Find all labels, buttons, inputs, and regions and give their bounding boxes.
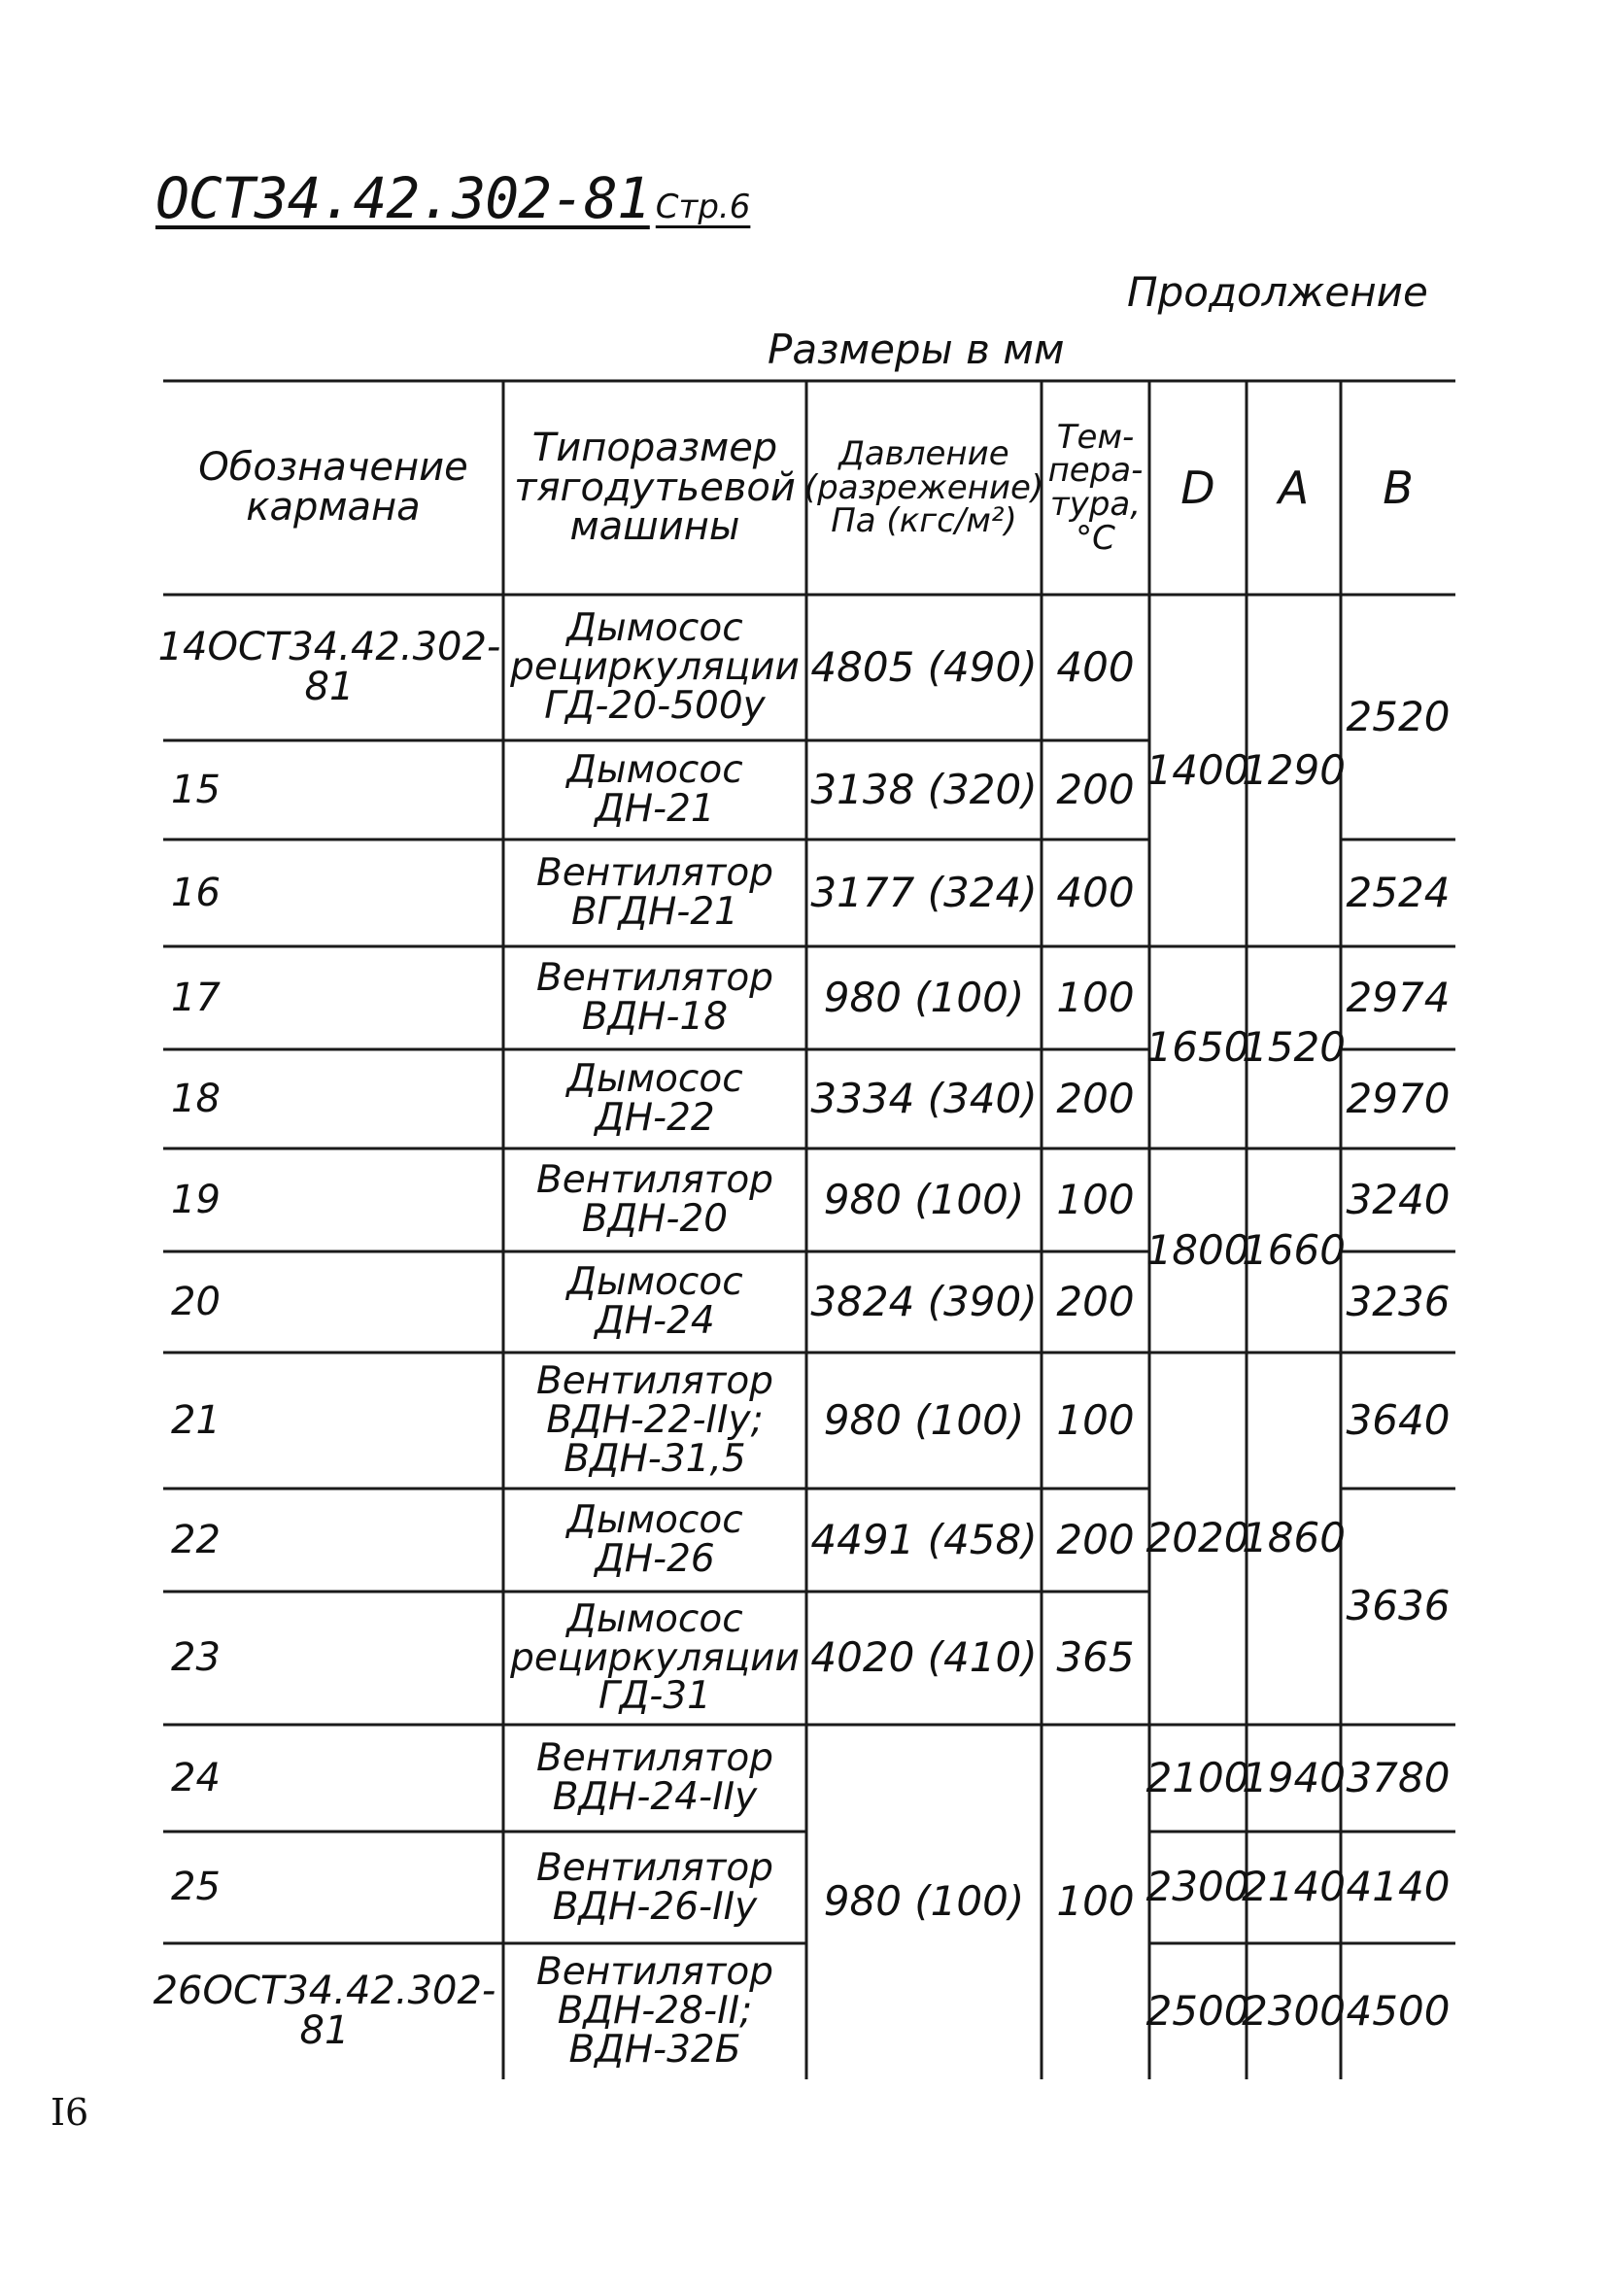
- d-value-cell: 1650: [1145, 1022, 1250, 1071]
- page-label: Стр.6: [655, 188, 751, 226]
- designation-cell: 19: [171, 1177, 221, 1222]
- machine-cell: Дымосос ДН-21: [566, 748, 743, 831]
- machine-cell: Вентилятор ВГДН-21: [535, 851, 774, 934]
- units-note: Размеры в мм: [768, 326, 1065, 373]
- d-value-cell: 1800: [1145, 1225, 1250, 1274]
- designation-cell: 25: [171, 1865, 221, 1910]
- designation-cell: 15: [171, 767, 221, 812]
- designation-cell: 22: [171, 1517, 221, 1562]
- b-value-cell: 3236: [1346, 1277, 1451, 1325]
- designation-cell: 17: [171, 975, 221, 1020]
- pressure-cell: 980 (100): [823, 1175, 1025, 1223]
- designation-cell: 24: [171, 1755, 221, 1800]
- column-header-temperature: Тем- пера- тура, °С: [1047, 417, 1144, 558]
- b-value-cell: 3780: [1346, 1753, 1451, 1801]
- b-value-cell: 4140: [1346, 1863, 1451, 1911]
- pressure-cell: 4491 (458): [810, 1515, 1038, 1563]
- designation-cell: 20: [171, 1279, 221, 1324]
- column-header-machine: Типоразмер тягодутьевой машины: [514, 425, 796, 550]
- temperature-cell: 400: [1056, 642, 1135, 691]
- machine-cell: Дымосос рециркуляции ГД-20-500у: [510, 606, 800, 728]
- machine-cell: Вентилятор ВДН-18: [535, 956, 774, 1039]
- temperature-cell: 400: [1056, 868, 1135, 916]
- pressure-cell: 980 (100): [823, 1395, 1025, 1444]
- temperature-cell: 100: [1056, 1175, 1135, 1223]
- b-value-cell: 3240: [1346, 1175, 1451, 1223]
- temperature-cell: 200: [1056, 765, 1135, 813]
- machine-cell: Дымосос ДН-24: [566, 1260, 743, 1343]
- machine-cell: Вентилятор ВДН-26-IIу: [535, 1845, 774, 1929]
- pressure-cell: 980 (100): [823, 1877, 1025, 1926]
- pressure-cell: 3138 (320): [810, 765, 1038, 813]
- column-header-pressure: Давление (разрежение) Па (кгс/м²): [803, 433, 1044, 541]
- column-header-d: D: [1180, 461, 1215, 514]
- temperature-cell: 100: [1056, 973, 1135, 1021]
- column-header-b: B: [1383, 461, 1414, 514]
- pressure-cell: 4020 (410): [810, 1633, 1038, 1682]
- machine-cell: Вентилятор ВДН-20: [535, 1158, 774, 1241]
- a-value-cell: 1940: [1242, 1753, 1346, 1801]
- temperature-cell: 200: [1056, 1074, 1135, 1122]
- b-value-cell: 2524: [1346, 868, 1451, 916]
- pressure-cell: 3177 (324): [810, 868, 1038, 916]
- machine-cell: Дымосос ДН-22: [566, 1057, 743, 1140]
- designation-cell: 16: [171, 870, 221, 915]
- machine-cell: Дымосос ДН-26: [566, 1498, 743, 1581]
- a-value-cell: 1660: [1242, 1225, 1346, 1274]
- machine-cell: Вентилятор ВДН-22-IIу; ВДН-31,5: [535, 1359, 774, 1481]
- a-value-cell: 2140: [1242, 1863, 1346, 1911]
- temperature-cell: 200: [1056, 1515, 1135, 1563]
- document-code: ОСТ34.42.302-81: [155, 165, 650, 231]
- d-value-cell: 2100: [1145, 1753, 1250, 1801]
- b-value-cell: 3640: [1346, 1395, 1451, 1444]
- column-header-designation: Обозначение кармана: [198, 445, 468, 530]
- temperature-cell: 100: [1056, 1877, 1135, 1926]
- b-value-cell: 4500: [1346, 1986, 1451, 2035]
- designation-cell: 26ОСТ34.42.302-81: [153, 1969, 496, 2053]
- pressure-cell: 3334 (340): [810, 1074, 1038, 1122]
- designation-cell: 23: [171, 1635, 221, 1681]
- machine-cell: Вентилятор ВДН-24-IIу: [535, 1736, 774, 1819]
- page-number: I6: [51, 2091, 89, 2134]
- d-value-cell: 2300: [1145, 1863, 1250, 1911]
- column-header-a: A: [1278, 461, 1310, 514]
- d-value-cell: 1400: [1145, 745, 1250, 794]
- a-value-cell: 1520: [1242, 1022, 1346, 1071]
- designation-cell: 21: [171, 1397, 221, 1443]
- temperature-cell: 365: [1056, 1633, 1135, 1682]
- designation-cell: 18: [171, 1076, 221, 1121]
- d-value-cell: 2500: [1145, 1986, 1250, 2035]
- a-value-cell: 1860: [1242, 1514, 1346, 1562]
- b-value-cell: 2974: [1346, 973, 1451, 1021]
- b-value-cell: 2520: [1346, 692, 1451, 740]
- pressure-cell: 980 (100): [823, 973, 1025, 1021]
- b-value-cell: 2970: [1346, 1074, 1451, 1122]
- pressure-cell: 3824 (390): [810, 1277, 1038, 1325]
- machine-cell: Вентилятор ВДН-28-II; ВДН-32Б: [535, 1950, 774, 2072]
- pressure-cell: 4805 (490): [810, 642, 1038, 691]
- continuation-note: Продолжение: [1127, 268, 1428, 316]
- b-value-cell: 3636: [1346, 1582, 1451, 1630]
- temperature-cell: 200: [1056, 1277, 1135, 1325]
- machine-cell: Дымосос рециркуляции ГД-31: [510, 1596, 800, 1719]
- designation-cell: 14ОСТ34.42.302-81: [157, 625, 501, 709]
- a-value-cell: 1290: [1242, 745, 1346, 794]
- d-value-cell: 2020: [1145, 1514, 1250, 1562]
- temperature-cell: 100: [1056, 1395, 1135, 1444]
- a-value-cell: 2300: [1242, 1986, 1346, 2035]
